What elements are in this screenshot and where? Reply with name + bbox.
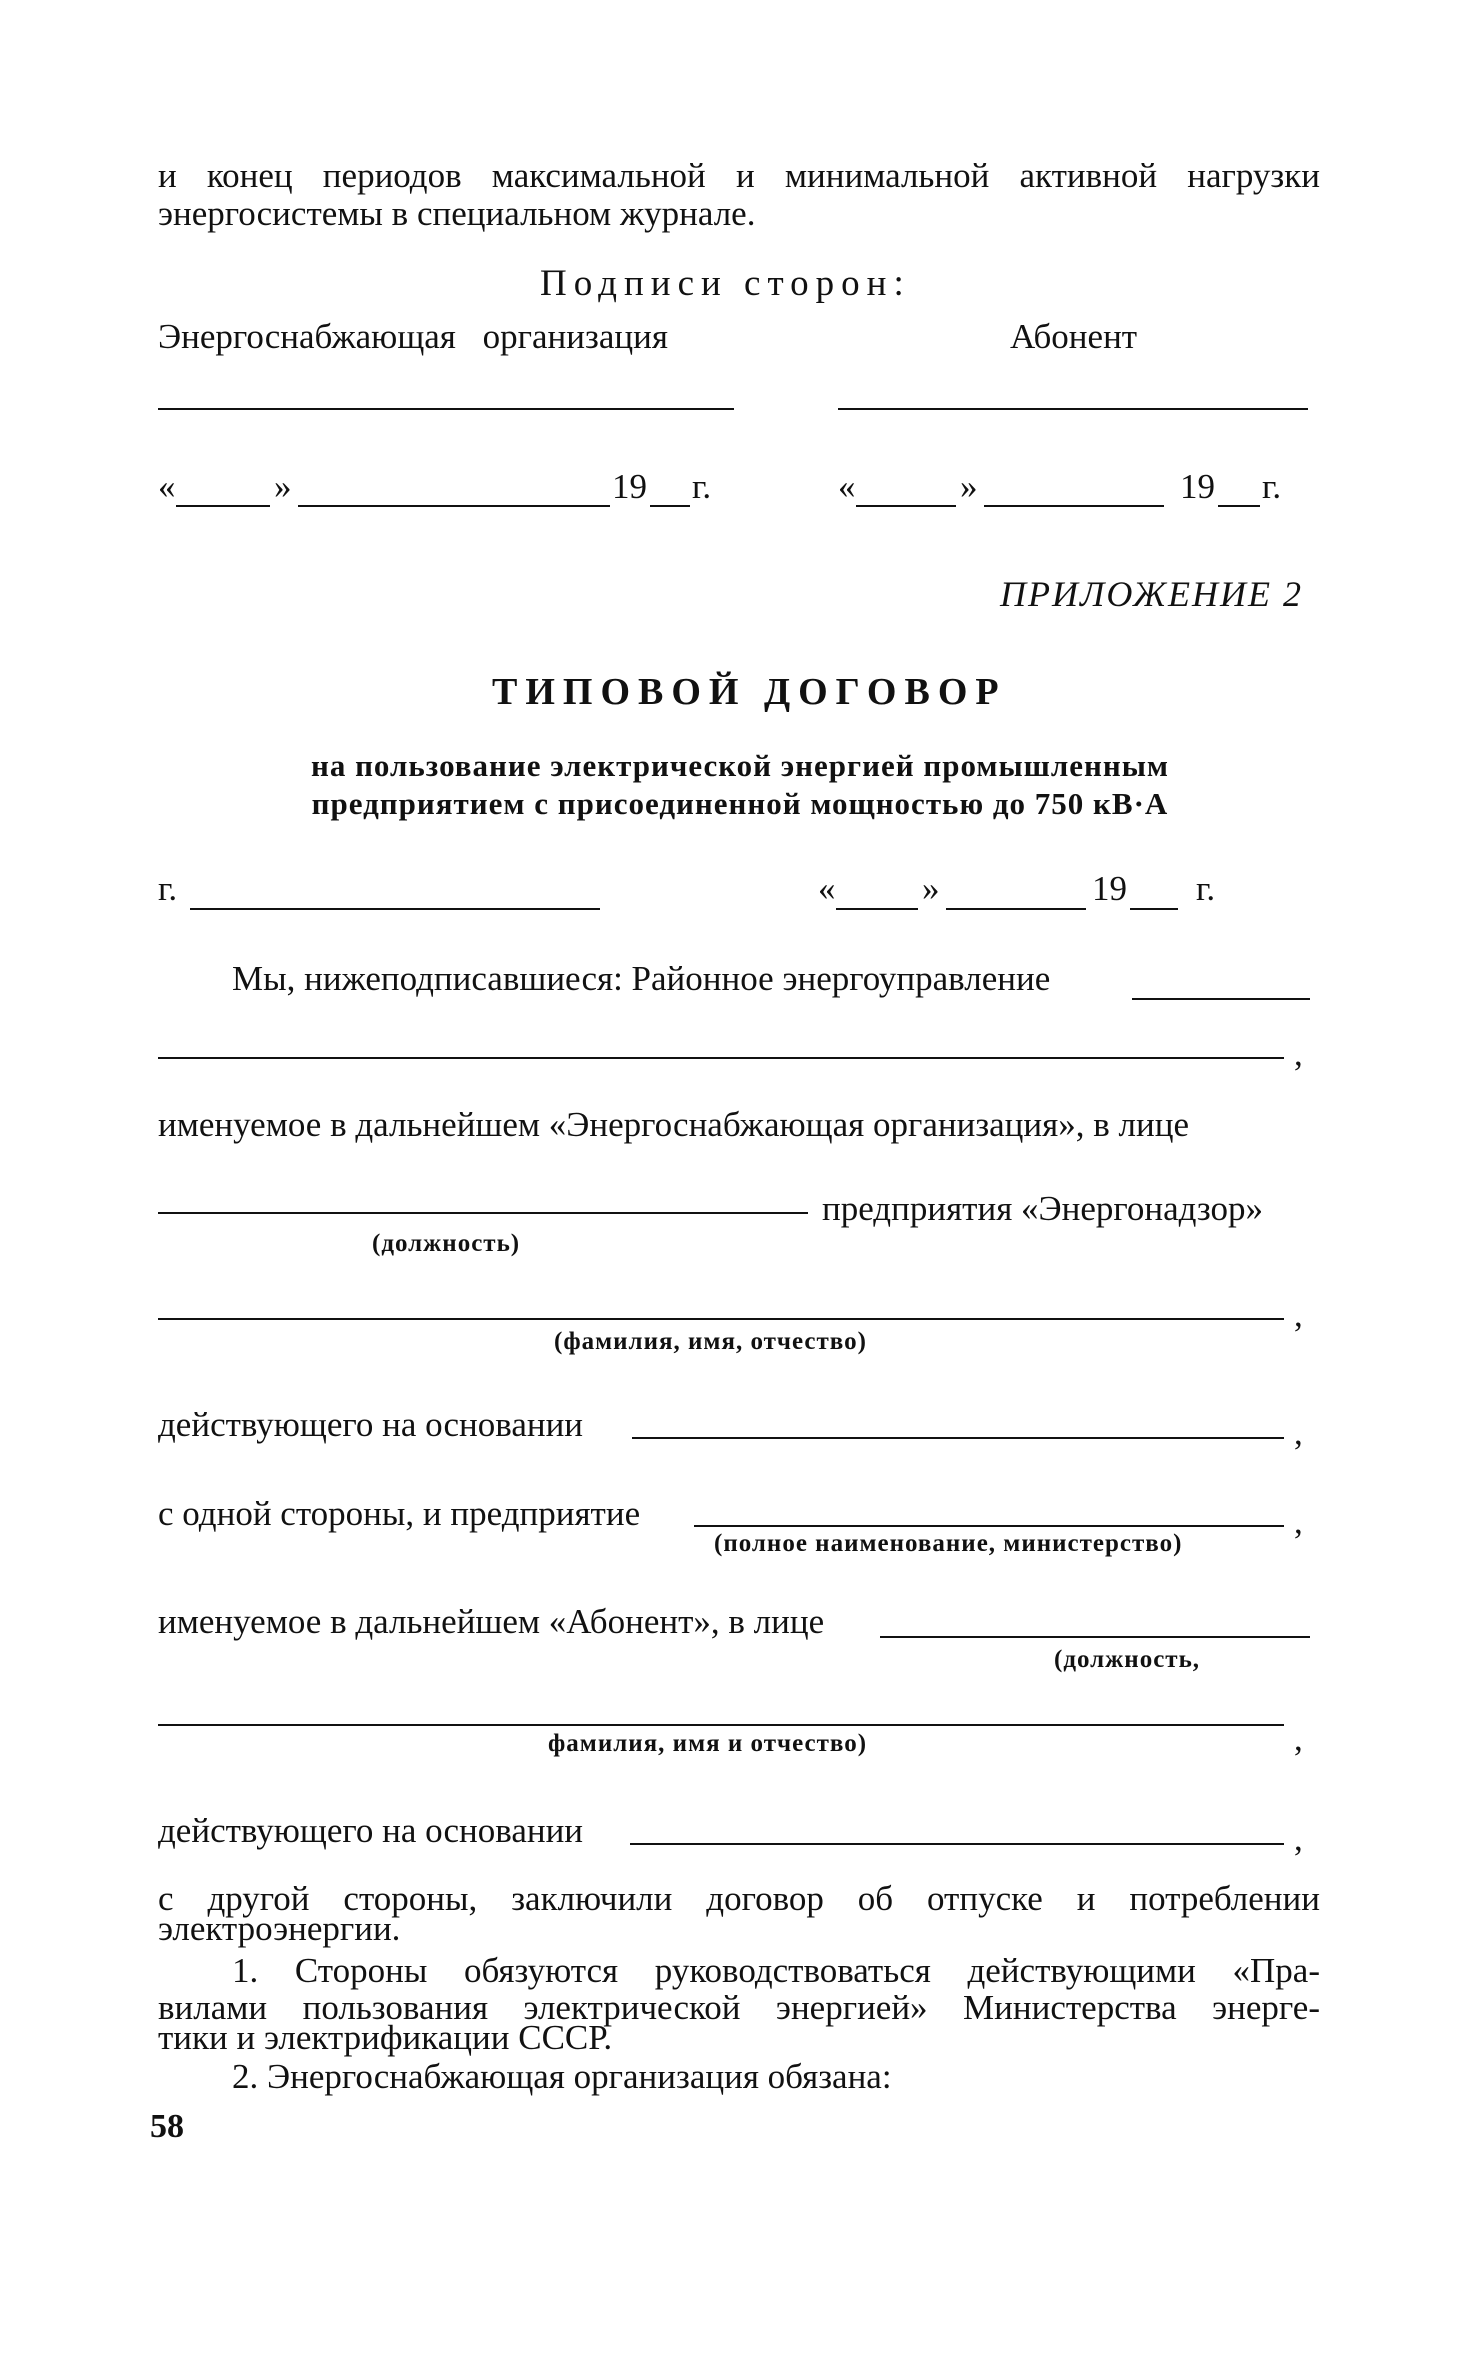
left-party-label: Энергоснабжающая организация (158, 317, 668, 356)
comma: , (1294, 1034, 1303, 1073)
supplier-position-field[interactable] (158, 1212, 808, 1214)
signatures-heading: Подписи сторон: (540, 263, 911, 304)
supplier-fio-field[interactable] (158, 1318, 1284, 1320)
contract-date-close-quote: » (922, 869, 940, 908)
subscriber-position-field[interactable] (880, 1636, 1310, 1638)
named-subscriber-text: именуемое в дальнейшем «Абонент», в лице (158, 1602, 825, 1641)
caption-position: (должность) (372, 1230, 521, 1257)
contract-date-year-field[interactable] (1130, 908, 1178, 910)
caption-position-2: (должность, (1054, 1646, 1201, 1673)
left-date-year-prefix: 19 (612, 467, 647, 506)
comma: , (1294, 1295, 1303, 1334)
city-prefix: г. (158, 869, 178, 908)
contract-date-year-suffix: г. (1196, 869, 1216, 908)
comma: , (1294, 1719, 1303, 1758)
energy-department-field[interactable] (1132, 998, 1310, 1000)
contract-date-year-prefix: 19 (1092, 869, 1127, 908)
energy-department-field-continued[interactable] (158, 1057, 1284, 1059)
left-date-open-quote: « (158, 467, 176, 506)
other-side-line-2: электроэнергии. (158, 1909, 401, 1948)
named-supplier-text: именуемое в дальнейшем «Энергоснабжающая организация», в лице (158, 1105, 1189, 1144)
supplier-basis-field[interactable] (632, 1437, 1284, 1439)
contract-subtitle-line-1: на пользование электрической энергией промышленным (310, 748, 1170, 783)
left-date-year-field[interactable] (650, 505, 690, 507)
city-field[interactable] (190, 908, 600, 910)
contract-subtitle-line-2: предприятием с присоединенной мощностью до 750 кВ·А (311, 786, 1169, 821)
contract-date-month-field[interactable] (946, 908, 1086, 910)
left-date-year-suffix: г. (692, 467, 712, 506)
right-date-month-field[interactable] (984, 505, 1164, 507)
right-date-year-suffix: г. (1262, 467, 1282, 506)
right-signature-line[interactable] (838, 408, 1308, 410)
paragraph-1-line-2: вилами пользования электрической энергией» Министерства энерге- (158, 1988, 1320, 2027)
right-date-close-quote: » (960, 467, 978, 506)
subscriber-fio-field[interactable] (158, 1724, 1284, 1726)
right-date-year-prefix: 19 (1180, 467, 1215, 506)
contract-date-open-quote: « (818, 869, 836, 908)
page-number: 58 (150, 2108, 184, 2145)
contract-title: ТИПОВОЙ ДОГОВОР (492, 671, 1007, 713)
comma: , (1294, 1413, 1303, 1452)
acting-basis-label: действующего на основании (158, 1405, 584, 1444)
other-side-line-1: с другой стороны, заключили договор об отпуске и потреблении (158, 1879, 1320, 1918)
contract-date-day-field[interactable] (836, 908, 918, 910)
left-date-close-quote: » (274, 467, 292, 506)
top-text-line-1: и конец периодов максимальной и минимальной активной нагрузки (158, 156, 1320, 195)
enterprise-name-field[interactable] (694, 1525, 1284, 1527)
left-date-day-field[interactable] (176, 505, 270, 507)
appendix-label: ПРИЛОЖЕНИЕ 2 (1000, 574, 1303, 614)
left-signature-line[interactable] (158, 408, 734, 410)
right-party-label: Абонент (1010, 317, 1138, 356)
caption-fio-2: фамилия, имя и отчество) (548, 1730, 868, 1757)
paragraph-1-line-3: тики и электрификации СССР. (158, 2018, 613, 2057)
paragraph-1-line-1: 1. Стороны обязуются руководствоваться действующими «Пра- (232, 1951, 1320, 1990)
comma: , (1294, 1819, 1303, 1858)
paragraph-2: 2. Энергоснабжающая организация обязана: (232, 2057, 892, 2096)
right-date-day-field[interactable] (856, 505, 956, 507)
intro-text: Мы, нижеподписавшиеся: Районное энергоуправление (232, 959, 1051, 998)
comma: , (1294, 1502, 1303, 1541)
enterprise-energonadzor-text: предприятия «Энергонадзор» (822, 1189, 1264, 1228)
caption-full-name: (полное наименование, министерство) (714, 1530, 1183, 1557)
one-side-text: с одной стороны, и предприятие (158, 1494, 641, 1533)
left-date-month-field[interactable] (298, 505, 610, 507)
caption-fio: (фамилия, имя, отчество) (554, 1328, 867, 1355)
top-text-line-2: энергосистемы в специальном журнале. (158, 194, 756, 233)
subscriber-basis-field[interactable] (630, 1843, 1284, 1845)
right-date-open-quote: « (838, 467, 856, 506)
acting-basis-label-2: действующего на основании (158, 1811, 584, 1850)
right-date-year-field[interactable] (1218, 505, 1260, 507)
